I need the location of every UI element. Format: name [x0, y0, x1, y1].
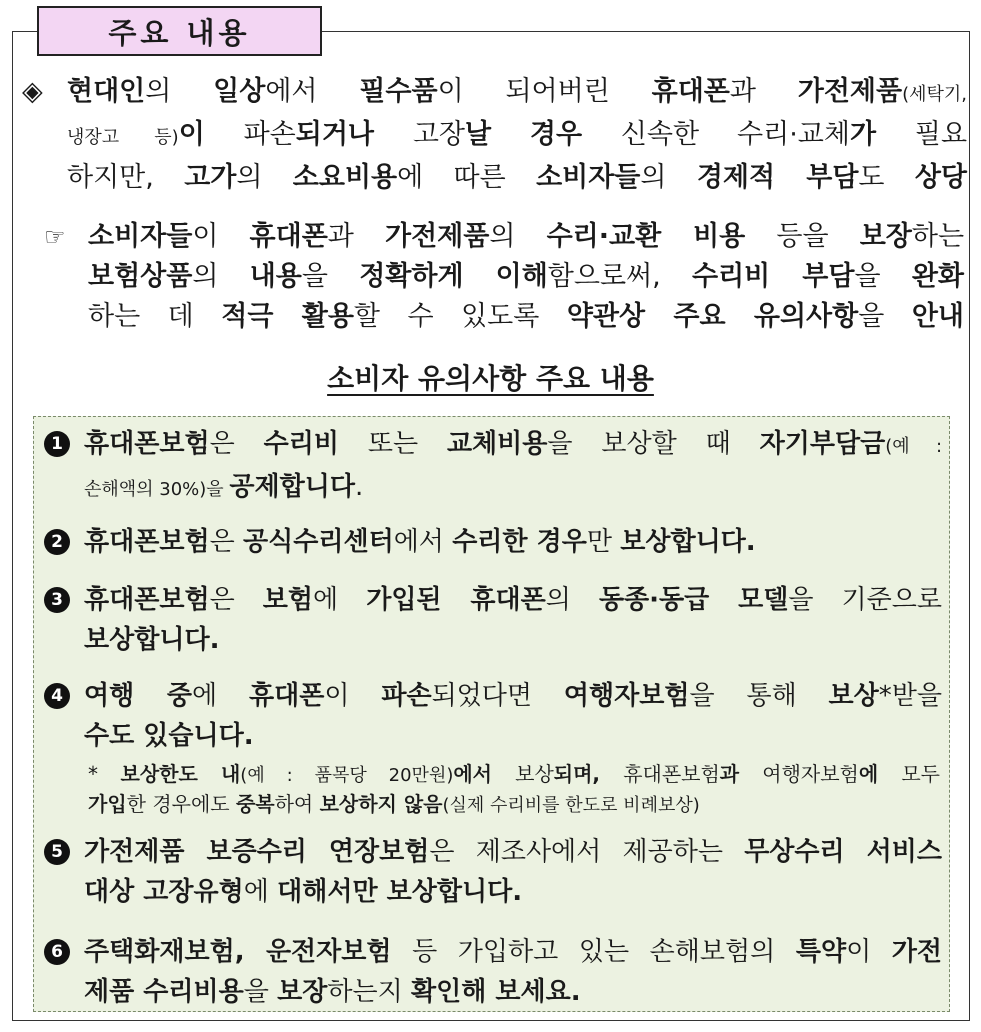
number-2-icon: 2	[44, 529, 70, 555]
text-line: 수도 있습니다.	[84, 721, 254, 751]
text-line: 여행 중에 휴대폰이 파손되었다면 여행자보험을 통해 보상*받을	[84, 681, 943, 711]
note-item-2	[44, 522, 942, 562]
text-line: 현대인의 일상에서 필수품이 되어버린 휴대폰과 가전제품(세탁기,	[67, 76, 968, 107]
text-line: 하지만, 고가의 소요비용에 따른 소비자들의 경제적 부담도 상당	[67, 162, 968, 193]
text-line: 제품 수리비용을 보장하는지 확인해 보세요.	[84, 977, 581, 1007]
text-line: 냉장고 등)이 파손되거나 고장날 경우 신속한 수리·교체가 필요	[67, 119, 968, 150]
text-line: 보상합니다.	[84, 625, 220, 655]
text-line: 소비자들이 휴대폰과 가전제품의 수리·교환 비용 등을 보장하는	[88, 221, 965, 252]
text-line: 휴대폰보험은 공식수리센터에서 수리한 경우만 보상합니다.	[84, 527, 756, 557]
note-item-1	[44, 424, 942, 510]
text-line: 휴대폰보험은 수리비 또는 교체비용을 보상할 때 자기부담금(예 :	[84, 429, 943, 459]
text-line: 가전제품 보증수리 연장보험은 제조사에서 제공하는 무상수리 서비스	[84, 837, 942, 867]
text-line: 주택화재보험, 운전자보험 등 가입하고 있는 손해보험의 특약이 가전	[84, 937, 942, 967]
note-item-3	[44, 580, 942, 660]
number-1-icon: 1	[44, 431, 70, 457]
intro-paragraph	[22, 72, 967, 198]
consumer-notes-heading: 소비자 유의사항 주요 내용	[327, 362, 654, 395]
text-line: 보험상품의 내용을 정확하게 이해함으로써, 수리비 부담을 완화	[88, 261, 965, 292]
text-line: 손해액의 30%)을 공제합니다.	[84, 472, 364, 502]
note-item-4	[44, 676, 942, 756]
travel-insurance-footnote	[88, 760, 940, 820]
text-line: * 보상한도 내(예 : 품목당 20만원)에서 보상되며, 휴대폰보험과 여행자보험에 모두	[88, 762, 940, 786]
text-line: 가입한 경우에도 중복하여 보상하지 않음(실제 수리비를 한도로 비례보상)	[88, 792, 700, 816]
note-item-5	[44, 832, 942, 912]
section-title: 주요 내용	[37, 6, 322, 56]
text-line: 대상 고장유형에 대해서만 보상합니다.	[84, 877, 523, 907]
number-6-icon: 6	[44, 939, 70, 965]
number-4-icon: 4	[44, 683, 70, 709]
number-5-icon: 5	[44, 839, 70, 865]
text-line: 하는 데 적극 활용할 수 있도록 약관상 주요 유의사항을 안내	[88, 301, 964, 332]
note-item-6	[44, 932, 942, 1012]
number-3-icon: 3	[44, 587, 70, 613]
diamond-bullet-icon: ◈	[22, 76, 43, 107]
purpose-paragraph	[44, 217, 964, 337]
pointing-hand-icon: ☞	[44, 223, 66, 251]
text-line: 휴대폰보험은 보험에 가입된 휴대폰의 동종·동급 모델을 기준으로	[84, 585, 942, 615]
